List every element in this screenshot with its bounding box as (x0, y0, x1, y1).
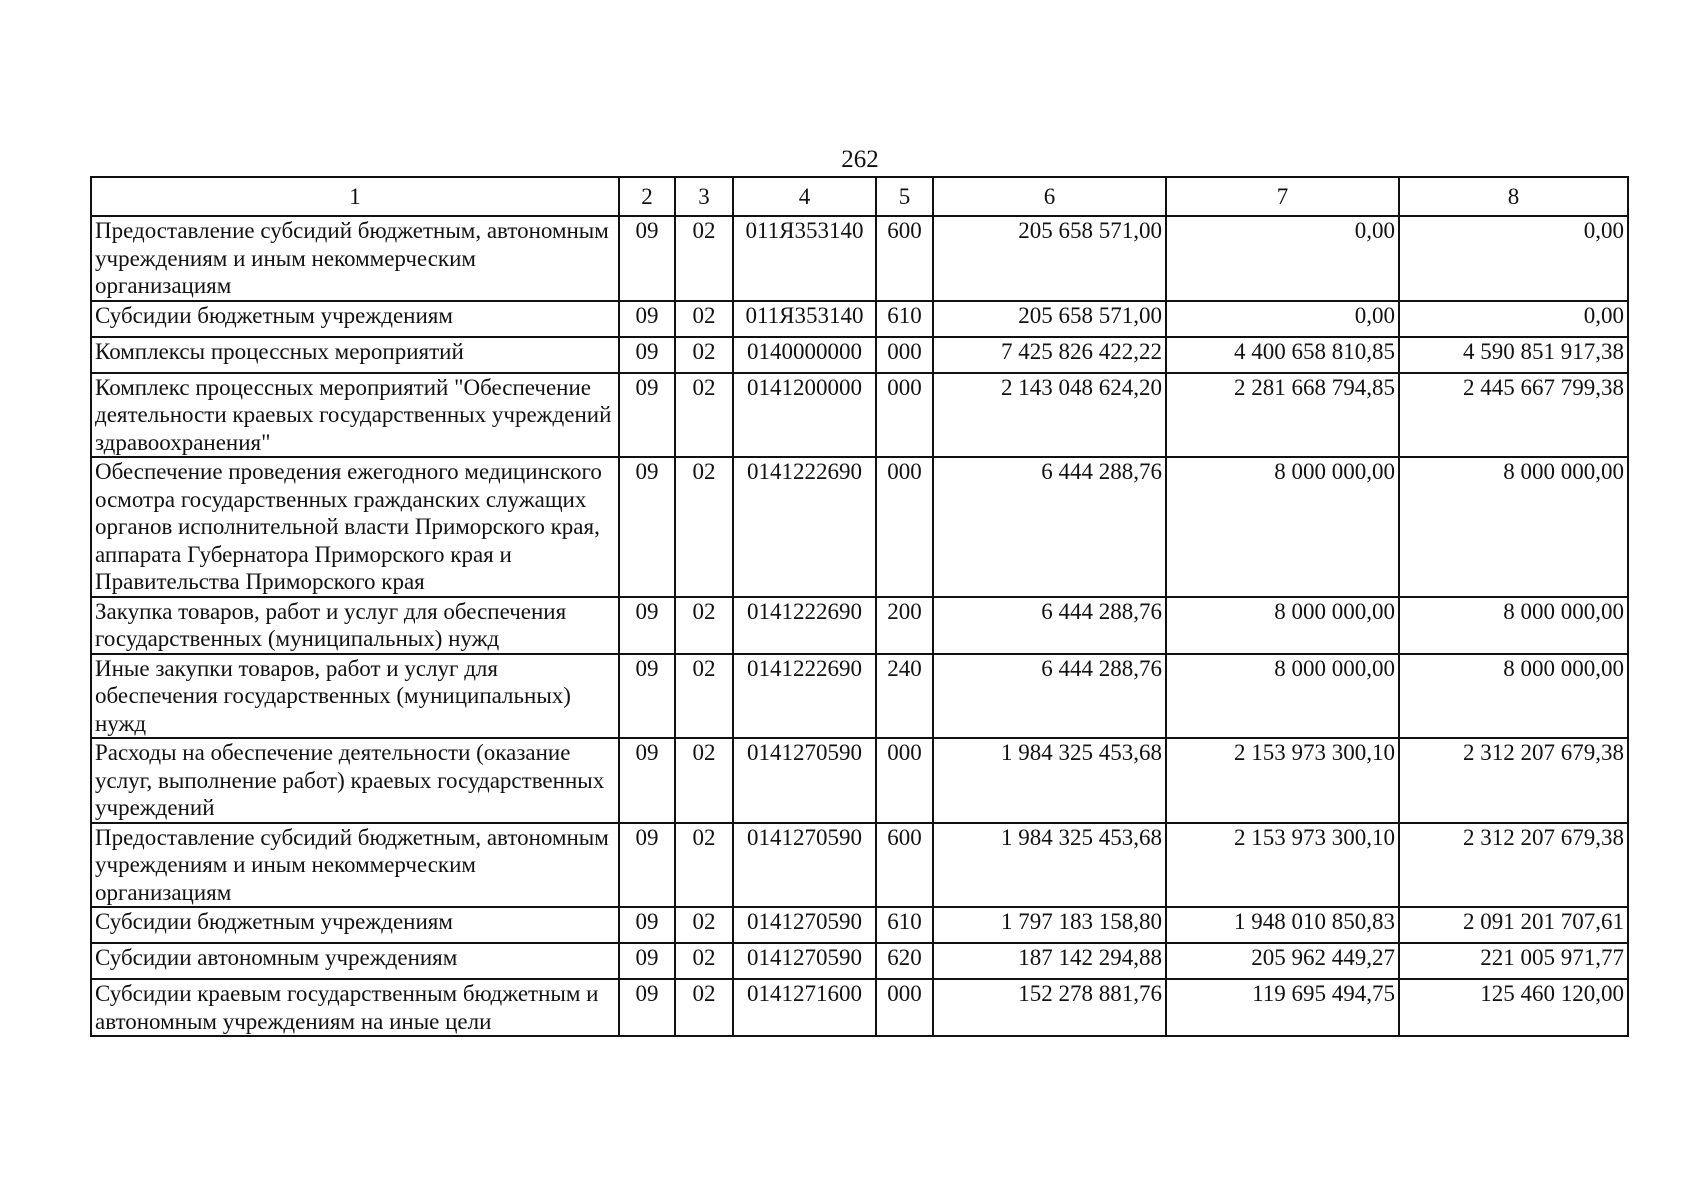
subsection-code: 02 (675, 823, 733, 908)
section-code: 09 (619, 301, 675, 337)
row-name: Субсидии бюджетным учреждениям (91, 907, 619, 943)
amount-col6: 152 278 881,76 (933, 979, 1166, 1036)
section-code: 09 (619, 597, 675, 654)
row-name: Иные закупки товаров, работ и услуг для обеспечения государственных (муниципальных) нужд (91, 654, 619, 739)
budget-table (90, 176, 1629, 1037)
amount-col6: 6 444 288,76 (933, 457, 1166, 597)
amount-col6: 1 797 183 158,80 (933, 907, 1166, 943)
expense-type-code: 000 (876, 337, 933, 373)
amount-col6: 6 444 288,76 (933, 597, 1166, 654)
amount-col8: 2 312 207 679,38 (1399, 823, 1628, 908)
expense-type-code: 000 (876, 373, 933, 458)
table-row (91, 907, 1628, 943)
table-row (91, 979, 1628, 1036)
row-name: Предоставление субсидий бюджетным, автономным учреждениям и иным некоммерческим организациям (91, 216, 619, 301)
header-cell: 5 (876, 177, 933, 216)
amount-col7: 8 000 000,00 (1166, 457, 1399, 597)
amount-col7: 1 948 010 850,83 (1166, 907, 1399, 943)
amount-col7: 0,00 (1166, 216, 1399, 301)
amount-col8: 221 005 971,77 (1399, 943, 1628, 979)
target-article-code: 0141222690 (733, 457, 876, 597)
amount-col6: 2 143 048 624,20 (933, 373, 1166, 458)
section-code: 09 (619, 654, 675, 739)
subsection-code: 02 (675, 738, 733, 823)
subsection-code: 02 (675, 979, 733, 1036)
table-row (91, 373, 1628, 458)
section-code: 09 (619, 907, 675, 943)
amount-col8: 8 000 000,00 (1399, 457, 1628, 597)
target-article-code: 0141270590 (733, 907, 876, 943)
table-row (91, 301, 1628, 337)
section-code: 09 (619, 738, 675, 823)
row-name: Субсидии краевым государственным бюджетным и автономным учреждениям на иные цели (91, 979, 619, 1036)
target-article-code: 011Я353140 (733, 216, 876, 301)
subsection-code: 02 (675, 216, 733, 301)
header-row (91, 177, 1628, 216)
amount-col7: 119 695 494,75 (1166, 979, 1399, 1036)
expense-type-code: 000 (876, 457, 933, 597)
amount-col6: 6 444 288,76 (933, 654, 1166, 739)
amount-col6: 1 984 325 453,68 (933, 823, 1166, 908)
subsection-code: 02 (675, 907, 733, 943)
amount-col6: 1 984 325 453,68 (933, 738, 1166, 823)
row-name: Субсидии бюджетным учреждениям (91, 301, 619, 337)
expense-type-code: 240 (876, 654, 933, 739)
subsection-code: 02 (675, 597, 733, 654)
subsection-code: 02 (675, 337, 733, 373)
expense-type-code: 000 (876, 979, 933, 1036)
table-row (91, 654, 1628, 739)
section-code: 09 (619, 373, 675, 458)
page-number: 262 (841, 146, 879, 173)
target-article-code: 0141270590 (733, 823, 876, 908)
subsection-code: 02 (675, 373, 733, 458)
section-code: 09 (619, 979, 675, 1036)
subsection-code: 02 (675, 654, 733, 739)
section-code: 09 (619, 337, 675, 373)
target-article-code: 0141222690 (733, 597, 876, 654)
section-code: 09 (619, 943, 675, 979)
amount-col8: 4 590 851 917,38 (1399, 337, 1628, 373)
target-article-code: 0141270590 (733, 943, 876, 979)
amount-col6: 205 658 571,00 (933, 301, 1166, 337)
amount-col7: 2 153 973 300,10 (1166, 738, 1399, 823)
amount-col8: 2 445 667 799,38 (1399, 373, 1628, 458)
section-code: 09 (619, 457, 675, 597)
target-article-code: 011Я353140 (733, 301, 876, 337)
table-row (91, 457, 1628, 597)
table-row (91, 943, 1628, 979)
section-code: 09 (619, 216, 675, 301)
amount-col7: 8 000 000,00 (1166, 654, 1399, 739)
amount-col8: 0,00 (1399, 216, 1628, 301)
header-cell: 3 (675, 177, 733, 216)
header-cell: 4 (733, 177, 876, 216)
amount-col6: 205 658 571,00 (933, 216, 1166, 301)
row-name: Расходы на обеспечение деятельности (оказание услуг, выполнение работ) краевых государственных учреждений (91, 738, 619, 823)
target-article-code: 0140000000 (733, 337, 876, 373)
amount-col6: 7 425 826 422,22 (933, 337, 1166, 373)
row-name: Комплексы процессных мероприятий (91, 337, 619, 373)
target-article-code: 0141222690 (733, 654, 876, 739)
header-cell: 6 (933, 177, 1166, 216)
amount-col7: 4 400 658 810,85 (1166, 337, 1399, 373)
amount-col7: 2 281 668 794,85 (1166, 373, 1399, 458)
section-code: 09 (619, 823, 675, 908)
expense-type-code: 600 (876, 823, 933, 908)
row-name: Обеспечение проведения ежегодного медицинского осмотра государственных гражданских служащих органов исполнительной власти Приморского края, аппарата Губернатора Приморского края и Правительства Приморского края (91, 457, 619, 597)
table-row (91, 738, 1628, 823)
expense-type-code: 000 (876, 738, 933, 823)
target-article-code: 0141270590 (733, 738, 876, 823)
amount-col7: 0,00 (1166, 301, 1399, 337)
table-row (91, 216, 1628, 301)
amount-col8: 8 000 000,00 (1399, 597, 1628, 654)
amount-col8: 8 000 000,00 (1399, 654, 1628, 739)
expense-type-code: 200 (876, 597, 933, 654)
header-cell: 1 (91, 177, 619, 216)
expense-type-code: 610 (876, 301, 933, 337)
amount-col8: 0,00 (1399, 301, 1628, 337)
amount-col7: 205 962 449,27 (1166, 943, 1399, 979)
amount-col6: 187 142 294,88 (933, 943, 1166, 979)
amount-col8: 2 312 207 679,38 (1399, 738, 1628, 823)
expense-type-code: 600 (876, 216, 933, 301)
expense-type-code: 610 (876, 907, 933, 943)
amount-col7: 8 000 000,00 (1166, 597, 1399, 654)
amount-col7: 2 153 973 300,10 (1166, 823, 1399, 908)
row-name: Комплекс процессных мероприятий "Обеспечение деятельности краевых государственных учреждений здравоохранения" (91, 373, 619, 458)
row-name: Закупка товаров, работ и услуг для обеспечения государственных (муниципальных) нужд (91, 597, 619, 654)
table-row (91, 337, 1628, 373)
header-cell: 8 (1399, 177, 1628, 216)
table-row (91, 597, 1628, 654)
amount-col8: 2 091 201 707,61 (1399, 907, 1628, 943)
header-cell: 7 (1166, 177, 1399, 216)
header-cell: 2 (619, 177, 675, 216)
subsection-code: 02 (675, 457, 733, 597)
subsection-code: 02 (675, 301, 733, 337)
row-name: Субсидии автономным учреждениям (91, 943, 619, 979)
target-article-code: 0141200000 (733, 373, 876, 458)
table-row (91, 823, 1628, 908)
row-name: Предоставление субсидий бюджетным, автономным учреждениям и иным некоммерческим организациям (91, 823, 619, 908)
subsection-code: 02 (675, 943, 733, 979)
expense-type-code: 620 (876, 943, 933, 979)
amount-col8: 125 460 120,00 (1399, 979, 1628, 1036)
target-article-code: 0141271600 (733, 979, 876, 1036)
